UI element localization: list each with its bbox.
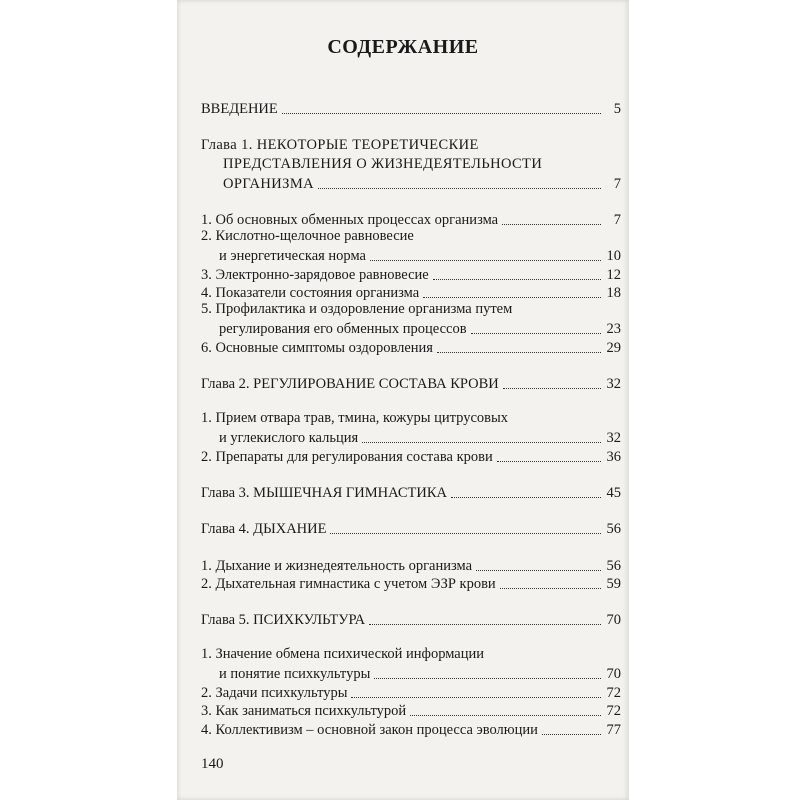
toc-page-number: 56 — [606, 558, 621, 574]
dot-leader — [330, 533, 601, 534]
toc-entry-text: 4. Показатели состояния организма — [201, 285, 420, 301]
dot-leader — [542, 734, 601, 735]
toc-entry-2-2 — [201, 446, 621, 466]
toc-page-number: 70 — [606, 666, 621, 682]
chapter-1-title-line-1: Глава 1. НЕКОТОРЫЕ ТЕОРЕТИЧЕСКИЕ — [201, 137, 479, 153]
dot-leader — [471, 333, 601, 334]
dot-leader — [351, 697, 601, 698]
toc-entry-text: Глава 2. РЕГУЛИРОВАНИЕ СОСТАВА КРОВИ — [201, 376, 499, 392]
section-1-5-line-1: 5. Профилактика и оздоровление организма путем — [201, 301, 513, 317]
toc-entry-text: ВВЕДЕНИЕ — [201, 101, 278, 117]
toc-entry-text: Глава 4. ДЫХАНИЕ — [201, 521, 327, 537]
toc-entry-5-3 — [201, 700, 621, 720]
toc-entry-1-5 — [219, 318, 621, 338]
toc-entry-text: 1. Дыхание и жизнедеятельность организма — [201, 558, 473, 574]
chapter-1-title-line-2: ПРЕДСТАВЛЕНИЯ О ЖИЗНЕДЕЯТЕЛЬНОСТИ — [223, 156, 543, 172]
toc-entry-text: 3. Как заниматься психкультурой — [201, 703, 407, 719]
toc-entry-text: 2. Задачи психкультуры — [201, 685, 348, 701]
toc-entry-text: и понятие психкультуры — [219, 666, 371, 682]
toc-page-number: 23 — [606, 321, 621, 337]
dot-leader — [374, 678, 601, 679]
toc-entry-4-2 — [201, 573, 621, 593]
toc-entry-text: 4. Коллективизм – основной закон процесса эволюции — [201, 722, 538, 738]
toc-page-number: 32 — [606, 376, 621, 392]
dot-leader — [500, 588, 601, 589]
dot-leader — [410, 715, 601, 716]
toc-page-number: 32 — [606, 430, 621, 446]
dot-leader — [503, 388, 601, 389]
dot-leader — [369, 624, 601, 625]
toc-entry-1-1 — [201, 209, 621, 229]
toc-entry-5-2 — [201, 682, 621, 702]
toc-page-number: 5 — [613, 101, 621, 117]
toc-entry-chapter-5 — [201, 609, 621, 629]
toc-entry-1-6 — [201, 337, 621, 357]
dot-leader — [502, 224, 601, 225]
toc-entry-1-4 — [201, 282, 621, 302]
toc-page-number: 77 — [606, 722, 621, 738]
dot-leader — [433, 279, 601, 280]
section-2-1-line-1: 1. Прием отвара трав, тмина, кожуры цитрусовых — [201, 410, 508, 426]
dot-leader — [423, 297, 601, 298]
toc-page-number: 7 — [613, 176, 621, 192]
toc-entry-text: 1. Об основных обменных процессах организма — [201, 212, 499, 228]
dot-leader — [451, 497, 601, 498]
toc-entry-text: 3. Электронно-зарядовое равновесие — [201, 267, 429, 283]
toc-entry-text: 2. Препараты для регулирования состава крови — [201, 449, 493, 465]
toc-entry-text: 6. Основные симптомы оздоровления — [201, 340, 433, 356]
toc-page-number: 72 — [606, 703, 621, 719]
toc-page-number: 18 — [606, 285, 621, 301]
toc-entry-text: ОРГАНИЗМА — [223, 176, 314, 192]
toc-page-number: 7 — [613, 212, 621, 228]
toc-entry-5-4 — [201, 719, 621, 739]
toc-page-number: 10 — [606, 248, 621, 264]
toc-page-number: 70 — [606, 612, 621, 628]
toc-entry-1-3 — [201, 264, 621, 284]
toc-page-number: 36 — [606, 449, 621, 465]
toc-page-number: 45 — [606, 485, 621, 501]
toc-page-number: 29 — [606, 340, 621, 356]
toc-entry-4-1 — [201, 555, 621, 575]
dot-leader — [362, 442, 601, 443]
toc-entry-1-2 — [219, 245, 621, 265]
dot-leader — [318, 188, 601, 189]
dot-leader — [282, 113, 601, 114]
toc-entry-chapter-1 — [223, 173, 621, 193]
toc-page-number: 72 — [606, 685, 621, 701]
toc-page-number: 12 — [606, 267, 621, 283]
toc-entry-intro — [201, 98, 621, 118]
toc-entry-text: Глава 5. ПСИХКУЛЬТУРА — [201, 612, 366, 628]
toc-entry-chapter-3 — [201, 482, 621, 502]
toc-entry-text: регулирования его обменных процессов — [219, 321, 467, 337]
section-5-1-line-1: 1. Значение обмена психической информации — [201, 646, 485, 662]
toc-entry-text: 2. Дыхательная гимнастика с учетом ЭЗР крови — [201, 576, 496, 592]
dot-leader — [437, 352, 601, 353]
toc-entry-text: и энергетическая норма — [219, 248, 366, 264]
toc-entry-5-1 — [219, 663, 621, 683]
toc-entry-text: Глава 3. МЫШЕЧНАЯ ГИМНАСТИКА — [201, 485, 447, 501]
toc-entry-chapter-2 — [201, 373, 621, 393]
toc-page-number: 56 — [606, 521, 621, 537]
toc-entry-chapter-4 — [201, 518, 621, 538]
page-folio-number: 140 — [201, 756, 224, 772]
dot-leader — [497, 461, 601, 462]
book-page — [177, 0, 629, 800]
dot-leader — [370, 260, 601, 261]
section-1-2-line-1: 2. Кислотно-щелочное равновесие — [201, 228, 414, 244]
toc-page-number: 59 — [606, 576, 621, 592]
dot-leader — [476, 570, 601, 571]
toc-entry-2-1 — [219, 427, 621, 447]
page-title: СОДЕРЖАНИЕ — [327, 36, 479, 58]
toc-entry-text: и углекислого кальция — [219, 430, 359, 446]
